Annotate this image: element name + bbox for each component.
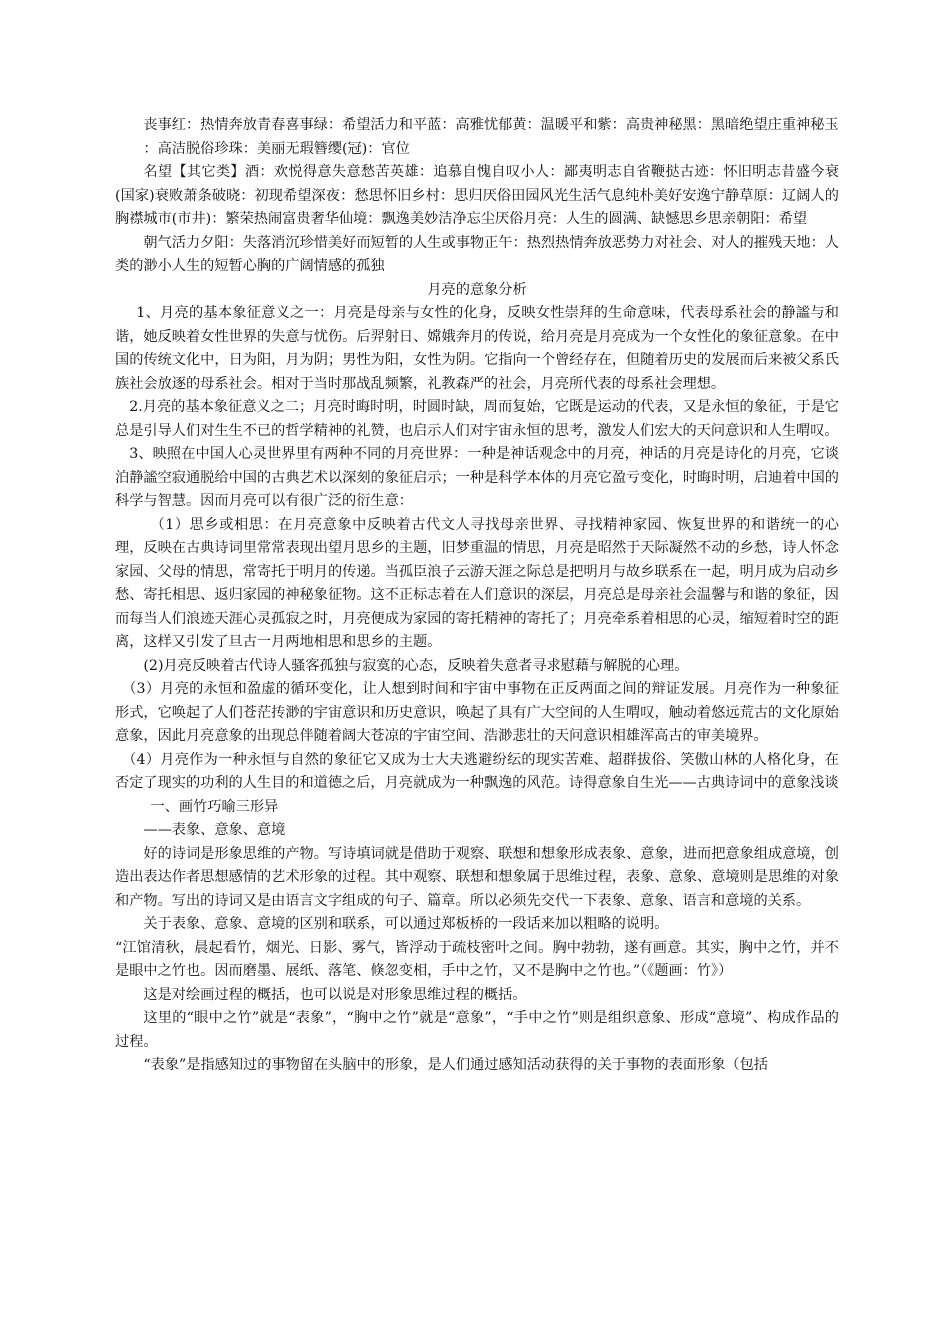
paragraph-moon-meaning-1: 1、月亮的基本象征意义之一：月亮是母亲与女性的化身，反映女性崇拜的生命意味，代表母系社会的静謐与和谐，她反映着女性世界的失意与忧伤。后羿射日、嫦娥奔月的传说，给月亮是月亮成为一个女性化的象征意象。在中国的传统文化中，日为阳，月为阴；男性为阳，女性为阴。它指向一个曾经存在，但随着历史的发展而后来被父系氏族社会放逐的母系社会。相对于当时那战乱频繁，礼教森严的社会，月亮所代表的母系社会理想。 <box>115 305 839 392</box>
section-title-moon-imagery: 月亮的意象分析 <box>427 281 527 298</box>
paragraph-quote-bamboo: “江馆清秋，晨起看竹，烟光、日影、雾气，皆浮动于疏枝密叶之间。胸中勃勃，遂有画意。其实，胸中之竹，并不是眼中之竹也。因而磨墨、展纸、落笔、倏忽变相，手中之竹，又不是胸中之竹也。”（《题画：竹》） <box>115 939 839 979</box>
paragraph-three-bamboos: 这里的“眼中之竹”就是“表象”，“胸中之竹”就是“意象”，“手中之竹”则是组织意象、形成“意境”、构成作品的过程。 <box>115 1010 839 1050</box>
paragraph-zheng-banqiao-intro: 关于表象、意象、意境的区别和联系，可以通过郑板桥的一段话来加以粗略的说明。 <box>143 916 669 932</box>
document-page <box>115 114 839 1078</box>
paragraph-moon-derived-1: （1）思乡或相思：在月亮意象中反映着古代文人寻找母亲世界、寻找精神家园、恢复世界的和谐统一的心理，反映在古典诗词里常常表现出望月思乡的主题，旧梦重温的情思，月亮是昭然于天际凝然不动的乡愁，诗人怀念家园、父母的情思，常寄托于明月的传递。当孤臣浪子云游天涯之际总是把明月与故乡联系在一起，明月成为启动乡愁、寄托相思、返归家园的神秘象征物。这不正标志着在人们意识的深层，月亮总是母亲社会温馨与和谐的象征，因而每当人们浪迹天涯心灵孤寂之时，月亮便成为家园的寄托精神的寄托了；月亮牵系着相思的心灵，缩短着时空的距离，这样又引发了旦古一月两地相思和思乡的主题。 <box>115 516 839 650</box>
paragraph-moon-derived-4: （4）月亮作为一种永恒与自然的象征它又成为士大夫逃避纷纭的现实苦难、超群拔俗、笑傲山林的人格化身，在否定了现实的功利的人生目的和道德之后，月亮就成为一种飘逸的风范。诗得意象自生光——古典诗词中的意象浅谈 <box>115 751 839 791</box>
paragraph-sunrise-sunset: 朝气活力夕阳：失落消沉珍惜美好而短暂的人生或事物正午：热烈热情奔放恶势力对社会、对人的摧残天地：人类的渺小人生的短暂心胸的广阔情感的孤独 <box>115 234 839 274</box>
paragraph-colors: 丧事红：热情奔放青春喜事绿：希望活力和平蓝：高雅忧郁黄：温暖平和紫：高贵神秘黑：黑暗绝望庄重神秘玉 <box>143 117 839 133</box>
section-subheading-imagery: ——表象、意象、意境 <box>143 822 286 838</box>
paragraph-moon-meaning-2: 2.月亮的基本象征意义之二；月亮时晦时明，时圆时缺，周而复始，它既是运动的代表，又是永恒的象征，于是它总是引导人们对生生不已的哲学精神的礼赞，也启示人们对宇宙永恒的思考，激发人们宏大的天问意识和人生喟叹。 <box>115 399 839 439</box>
paragraph-moon-derived-3: （3）月亮的永恒和盈虚的循环变化，让人想到时间和宇宙中事物在正反两面之间的辩证发展。月亮作为一种象征形式，它唤起了人们苍茫抟渺的宇宙意识和历史意识，唤起了具有广大空间的人生喟叹，触动着悠远荒古的文化原始意象，因此月亮意象的出现总伴随着阔大苍凉的宇宙空间、浩渺悲壮的天问意识相雄浑高古的审美境界。 <box>115 681 839 744</box>
paragraph-other-category: 名望【其它类】酒：欢悦得意失意愁苦英雄：追慕自愧自叹小人：鄙夷明志自省鞭挞古迹：怀旧明志昔盛今衰(国家)衰败萧条破晓：初现希望深夜：愁思怀旧乡村：思归厌俗田园风光生活气息纯朴美好安逸宁静草原：辽阔人的胸襟城市(市井)：繁荣热闹富贵奢华仙境：飘逸美妙洁净忘尘厌俗月亮：人生的圆满、缺憾思乡思亲朝阳：希望 <box>115 164 839 227</box>
paragraph-good-poetry: 好的诗词是形象思维的产物。写诗填词就是借助于观察、联想和想象形成表象、意象，进而把意象组成意境，创造出表达作者思想感情的艺术形象的过程。其中观察、联想和想象属于思维过程，表象、意象、意境则是思维的对象和产物。写出的诗词又是由语言文字组成的句子、篇章。所以必须先交代一下表象、意象、语言和意境的关系。 <box>115 845 839 909</box>
paragraph-representation-definition: “表象”是指感知过的事物留在头脑中的形象，是人们通过感知活动获得的关于事物的表面形象（包括 <box>143 1057 768 1073</box>
paragraph-summary: 这是对绘画过程的概括，也可以说是对形象思维过程的概括。 <box>143 986 527 1003</box>
paragraph-moon-derived-2: (2)月亮反映着古代诗人骚客孤独与寂寞的心态，反映着失意者寻求慰藉与解脱的心理。 <box>143 657 689 674</box>
paragraph-jewels: ：高洁脱俗珍珠：美丽无瑕簪缨(冠)：官位 <box>143 140 410 157</box>
paragraph-moon-meaning-3: 3、映照在中国人心灵世界里有两种不同的月亮世界：一种是神话观念中的月亮，神话的月亮是诗化的月亮，它谈泊静謐空寂通脱给中国的古典艺术以深刻的象征启示；一种是科学本体的月亮它盈亏变化，时晦时明，启迪着中国的科学与智慧。因而月亮可以有很广泛的衍生意： <box>115 446 839 509</box>
section-heading-bamboo: 一、画竹巧喻三形异 <box>150 798 279 815</box>
